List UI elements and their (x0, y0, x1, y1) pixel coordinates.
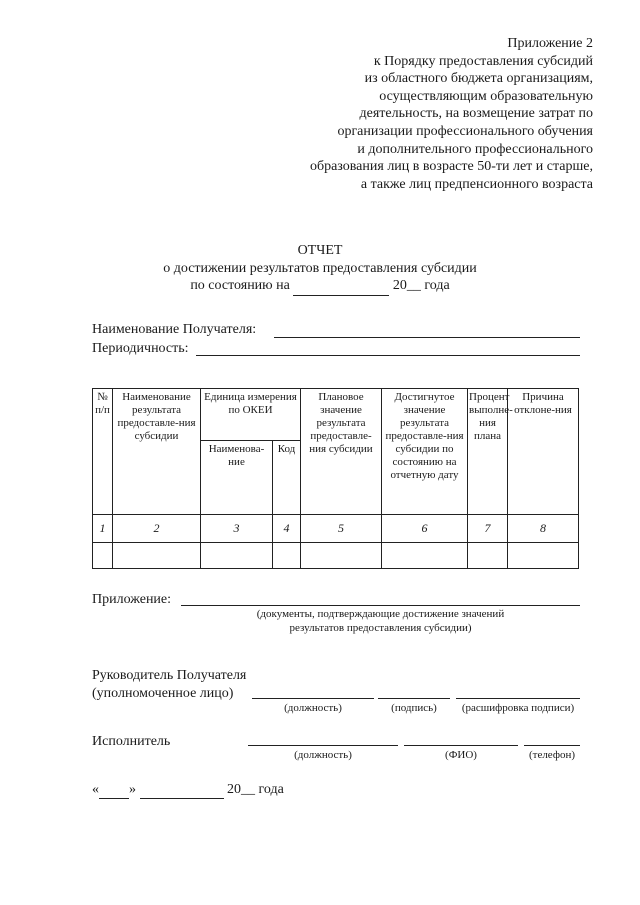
report-title: ОТЧЕТ (297, 243, 343, 258)
appendix-line: деятельность, на возмещение затрат по (359, 106, 593, 122)
header-unit: Единица измерения по ОКЕИ (201, 389, 301, 441)
header-unit-name: Наименова-ние (201, 441, 273, 515)
table-cell[interactable] (273, 543, 301, 569)
header-achieved: Достигнутое значение результата предоставле-ния субсидии по состоянию на отчетную дату (382, 389, 468, 515)
appendix-header (263, 35, 593, 193)
table-row (93, 543, 579, 569)
recipient-label: Наименование Получателя: (92, 322, 257, 337)
column-number: 7 (468, 515, 508, 543)
header-percent: Процент выполне-ния плана (468, 389, 508, 515)
head-caption-decode: (расшифровка подписи) (461, 702, 575, 714)
column-number: 3 (201, 515, 273, 543)
appendix-line: образования лиц в возрасте 50-ти лет и старше, (309, 159, 593, 175)
header-planned: Плановое значение результата предоставле-ния субсидии (301, 389, 382, 515)
executor-phone-field[interactable] (524, 745, 580, 746)
appendix-line: из областного бюджета организациям, (364, 71, 593, 87)
head-decode-field[interactable] (456, 698, 580, 699)
column-number: 4 (273, 515, 301, 543)
footer-date (92, 782, 284, 799)
periodicity-label: Периодичность: (92, 341, 189, 356)
header-num: № п/п (93, 389, 113, 515)
column-number: 6 (382, 515, 468, 543)
footer-day-blank[interactable] (99, 782, 129, 799)
executor-label: Исполнитель (92, 734, 171, 749)
executor-caption-position: (должность) (294, 749, 352, 761)
column-number: 8 (508, 515, 579, 543)
attachment-caption-2: результатов предоставления субсидии) (289, 622, 472, 634)
report-date-blank[interactable] (293, 277, 389, 296)
table-cell[interactable] (468, 543, 508, 569)
table-cell[interactable] (113, 543, 201, 569)
recipient-row (92, 322, 256, 338)
head-signature-field[interactable] (378, 698, 450, 699)
table-cell[interactable] (93, 543, 113, 569)
appendix-line: а также лиц предпенсионного возраста (360, 176, 593, 192)
report-title-block (0, 242, 640, 296)
periodicity-field[interactable] (196, 355, 580, 356)
column-number: 5 (301, 515, 382, 543)
footer-year: 20__ года (227, 782, 284, 797)
executor-position-field[interactable] (248, 745, 398, 746)
column-number: 1 (93, 515, 113, 543)
footer-close-quote: » (129, 782, 136, 797)
appendix-line: организации профессионального обучения (337, 123, 593, 139)
executor-caption-phone: (телефон) (528, 749, 576, 761)
periodicity-row (92, 341, 189, 357)
attachment-label: Приложение: (92, 592, 172, 607)
appendix-line: и дополнительного профессионального (357, 141, 593, 157)
head-position-field[interactable] (252, 698, 374, 699)
header-reason: Причина отклоне-ния (508, 389, 579, 515)
table-cell[interactable] (201, 543, 273, 569)
attachment-field[interactable] (181, 605, 580, 606)
header-result-name: Наименование результата предоставле-ния субсидии (113, 389, 201, 515)
head-caption-signature: (подпись) (391, 702, 437, 714)
appendix-line: Приложение 2 (507, 36, 593, 51)
column-number: 2 (113, 515, 201, 543)
footer-month-blank[interactable] (140, 782, 224, 799)
head-label-2: (уполномоченное лицо) (92, 686, 234, 701)
report-subtitle: о достижении результатов предоставления субсидии (163, 260, 477, 276)
table-cell[interactable] (301, 543, 382, 569)
head-label-1: Руководитель Получателя (92, 668, 247, 683)
footer-open-quote: « (92, 782, 99, 797)
report-table (92, 388, 579, 569)
executor-name-field[interactable] (404, 745, 518, 746)
head-caption-position: (должность) (284, 702, 342, 714)
header-unit-code: Код (273, 441, 301, 515)
appendix-line: осуществляющим образовательную (379, 88, 593, 104)
recipient-field[interactable] (274, 337, 580, 338)
report-date-year: 20__ года (392, 278, 450, 293)
table-cell[interactable] (382, 543, 468, 569)
report-date (0, 277, 640, 296)
executor-caption-name: (ФИО) (445, 749, 477, 761)
report-date-prefix: по состоянию на (190, 278, 290, 293)
table-cell[interactable] (508, 543, 579, 569)
appendix-line: к Порядку предоставления субсидий (373, 53, 593, 69)
attachment-caption-1: (документы, подтверждающие достижение значений (256, 608, 505, 620)
